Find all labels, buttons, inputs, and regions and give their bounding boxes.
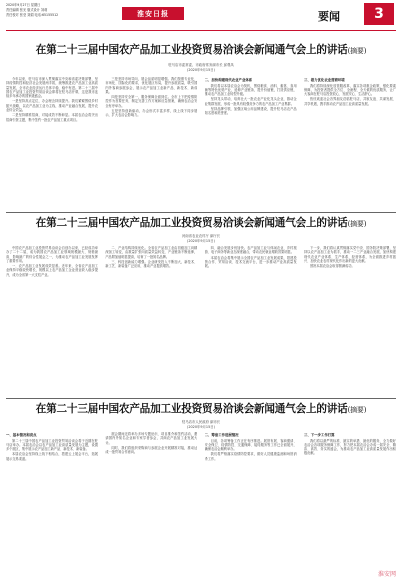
- article-byline: 驻马店市委常委、市政府常务副市长 邱观凤: [168, 63, 234, 67]
- section-name: 要闻: [318, 10, 340, 23]
- column: [205, 432, 297, 574]
- paragraph: 我们将持续深化放管服改革，落实各项惠企政策，强化要素保障，为投资者提供全方位、全流程、全天候的优质服务，让广大客商在驻马店投资放心、发展安心、生活舒心。: [303, 83, 396, 97]
- section-divider: [6, 398, 396, 399]
- column: [304, 432, 396, 574]
- paragraph: 目前，各项筹备工作正在有序推进。展馆布展、客商邀请、安全保卫、疫情防控、交通保障、接待服务等工作已全面展开，确保农洽会顺利举办。: [204, 438, 297, 452]
- paragraph: 本届农洽会坚持线上线下相结合，搭建云上展会平台，拓展展示交易渠道。: [6, 452, 98, 461]
- article-title: [6, 402, 396, 417]
- paragraph: 五是坚持创新驱动，办会形式丰富多样，线上线下同步展示，扩大农洽会影响力。: [105, 109, 198, 118]
- column: [304, 77, 396, 205]
- column: [105, 246, 197, 366]
- paragraph: 热忱欢迎社会各界朋友莅临驻马店，共叙友谊、共谋发展、共享机遇，携手推动农产品加工业高质量发展。: [303, 97, 396, 106]
- page-number: 3: [364, 3, 394, 25]
- article-date: (2020年9月15日): [187, 68, 215, 72]
- date-line: 2020年9月27日 星期日: [6, 3, 41, 7]
- article-columns: [6, 77, 396, 205]
- paragraph: 第二十三届中国农产品加工业投资贸易洽谈会将于近期在驻马店举办。本届农洽会以农产品加工业高质量发展为主题，设置多个展区，集中展示农产品加工新产品、新技术、新装备。: [6, 438, 98, 452]
- paragraph: 今年以来，驻马店市深入贯彻落实中央和省委决策部署，坚持疫情防控和经济社会发展两手抓，统筹推进农产品加工业高质量发展，全市农业经济运行总体平稳、稳中有进。第二十三届中国农产品加工业投资贸易洽谈会即将在驻马店开幕，这是我市连续多年承办的国家级盛会。: [6, 77, 98, 99]
- article-date: (2020年9月15日): [187, 239, 215, 243]
- column: [205, 246, 297, 366]
- paragraph: 坚持品牌引领，加强区域公用品牌建设，提升驻马店农产品知名度和美誉度。: [204, 106, 297, 116]
- subheading: 一、基本情况和亮点: [6, 433, 37, 437]
- column: [6, 246, 98, 366]
- article-title-suffix: (摘要): [347, 220, 367, 228]
- article-title-text: 在第二十三届中国农产品加工业投资贸易洽谈会新闻通气会上的讲话: [35, 403, 348, 415]
- article-title-text: 在第二十三届中国农产品加工业投资贸易洽谈会新闻通气会上的讲话: [35, 217, 348, 229]
- column: [6, 77, 98, 205]
- subheading: 二、加快构建现代农业产业体系: [204, 78, 253, 82]
- article-3: [6, 402, 396, 578]
- column: [105, 432, 197, 574]
- article-columns: [6, 432, 396, 574]
- article-title: [6, 216, 396, 231]
- paragraph: 下一步，我们将认真贯彻落实党中央、国务院决策部署，坚持以农产品加工业为抓手，推动一二三产业融合发展，加快构建现代农业产业体系、生产体系、经营体系，为全面推进乡村振兴、加快农业农村现代化作出新的更大贡献。: [303, 246, 396, 263]
- article-byline: 河南省农业农村厅 副厅长: [181, 234, 221, 238]
- article-2: [6, 216, 396, 368]
- column: [6, 432, 98, 574]
- paragraph: 二、产业结构持续优化。全省农产品加工业由初级加工向精深加工转变，由数量扩张向质量效益转变，产业链条不断延伸，产品附加值明显提高，培育了一批知名品牌。: [105, 246, 198, 259]
- column: [105, 77, 197, 205]
- paragraph: 三是坚持市场导向，展会品质明显增强。我们按照专业化、市场化、国际化的要求，优化展区布局，提升参展质量，吸引国内外客商参展参会，展示农产品加工业新产品、新技术、新成果。: [105, 77, 198, 94]
- paragraph: 三、科技创新能力增强。企业研发投入不断加大，新技术、新工艺、新装备广泛应用，推动产业提质增效。: [105, 259, 198, 269]
- masthead: [0, 0, 402, 32]
- article-title-suffix: (摘要): [347, 47, 367, 55]
- editor-line: 责任编辑 张光 版式设计 刘莉: [6, 8, 48, 12]
- paragraph: 我们将严格落实疫情防控要求，做好人员健康监测和场馆消杀工作。: [204, 452, 297, 461]
- subheading: 三、下一步工作打算: [303, 433, 335, 437]
- paragraph: 坚持龙头带动，培育壮大一批农业产业化龙头企业，推动企业集群发展，形成一批具有较强竞争力的农产品加工产业集群。: [204, 97, 297, 106]
- paragraph: 本届农洽会将集中展示全国农产品加工业发展成果，搭建投资合作、贸易洽谈、技术交流平台，进一步推动产业高质量发展。: [204, 255, 297, 269]
- paragraph: 一、农产品加工业发展成效显著。近年来，全省农产品加工业保持平稳较快增长，规模以上农产品加工企业营业收入稳步提升，成为全省第一大支柱产业。: [6, 264, 98, 277]
- paragraph: 同时，我们将组织采购商与参展企业开展精准对接，推动达成一批贸易合作意向。: [105, 445, 198, 455]
- subheading: 二、筹备工作进展情况: [204, 433, 239, 437]
- paragraph: 二是坚持精准招商，对接成效不断彰显。本届农洽会将突出招商引资主题，集中签约一批农产品加工重点项目。: [6, 113, 98, 122]
- proof-line: 责任校对 张莹 刘娟 电话:65155512: [6, 13, 59, 17]
- paragraph: 预祝本届农洽会取得圆满成功。: [309, 264, 355, 269]
- subheading: 三、着力优化农业营商环境: [303, 78, 345, 82]
- masthead-rule: [6, 30, 396, 31]
- paragraph: 我们将以最严的标准、最实的举措、最优的服务，全力做好农洽会各项服务保障工作，努力把本届农洽会办成一届安全、精彩、高效、务实的盛会，为推动农产品加工业高质量发展作出积极贡献。: [303, 438, 396, 456]
- article-title: [6, 43, 396, 58]
- paragraph: 四、融合发展步伐加快。农产品加工业与休闲农业、乡村旅游、电子商务等新业态深度融合，带动农民就业增收效果明显。: [204, 246, 297, 255]
- watermark-logo: 淮安网: [377, 571, 396, 578]
- article-columns: [6, 246, 396, 366]
- column: [205, 77, 297, 205]
- newspaper-logo: 淮安日报: [122, 7, 184, 20]
- paragraph: 展会期间还将举办多场专题论坛、项目推介和签约活动，邀请国内外知名企业和专家学者参会，共商农产品加工业发展大计。: [105, 432, 198, 445]
- section-divider: [6, 212, 396, 213]
- paragraph: 我们将以本届农洽会为契机，围绕粮食、油料、畜禽、食用菌等特色优势产业，延伸产业链条，提升价值链，打造供应链，推动农产品加工业转型升级。: [204, 83, 297, 97]
- article-date: (2020年9月15日): [187, 425, 215, 429]
- article-title-text: 在第二十三届中国农产品加工业投资贸易洽谈会新闻通气会上的讲话: [35, 44, 348, 56]
- paragraph: 中国农产品加工业投资贸易洽谈会自创办以来，已经成功举办了二十二届，成为我国农产品加工业领域规模最大、规格最高、影响最广的综合性展会之一，为推动农产品加工业发展发挥了重要作用。: [6, 246, 98, 263]
- paragraph: 四是坚持安全第一，服务保障全面到位。全市上下把疫情防控作为首要任务，制定完善工作方案和应急预案，确保农洽会安全有序举办。: [105, 95, 198, 108]
- article-title-suffix: (摘要): [347, 406, 367, 414]
- article-byline: 驻马店市人民政府 副市长: [181, 420, 221, 424]
- column: [304, 246, 396, 366]
- paragraph: 一是坚持高点定位，办会理念持续提升。我们紧紧围绕乡村振兴战略，以农产品加工业为主线，推动产业融合发展，提升农业综合效益。: [6, 99, 98, 113]
- article-1: [6, 43, 396, 207]
